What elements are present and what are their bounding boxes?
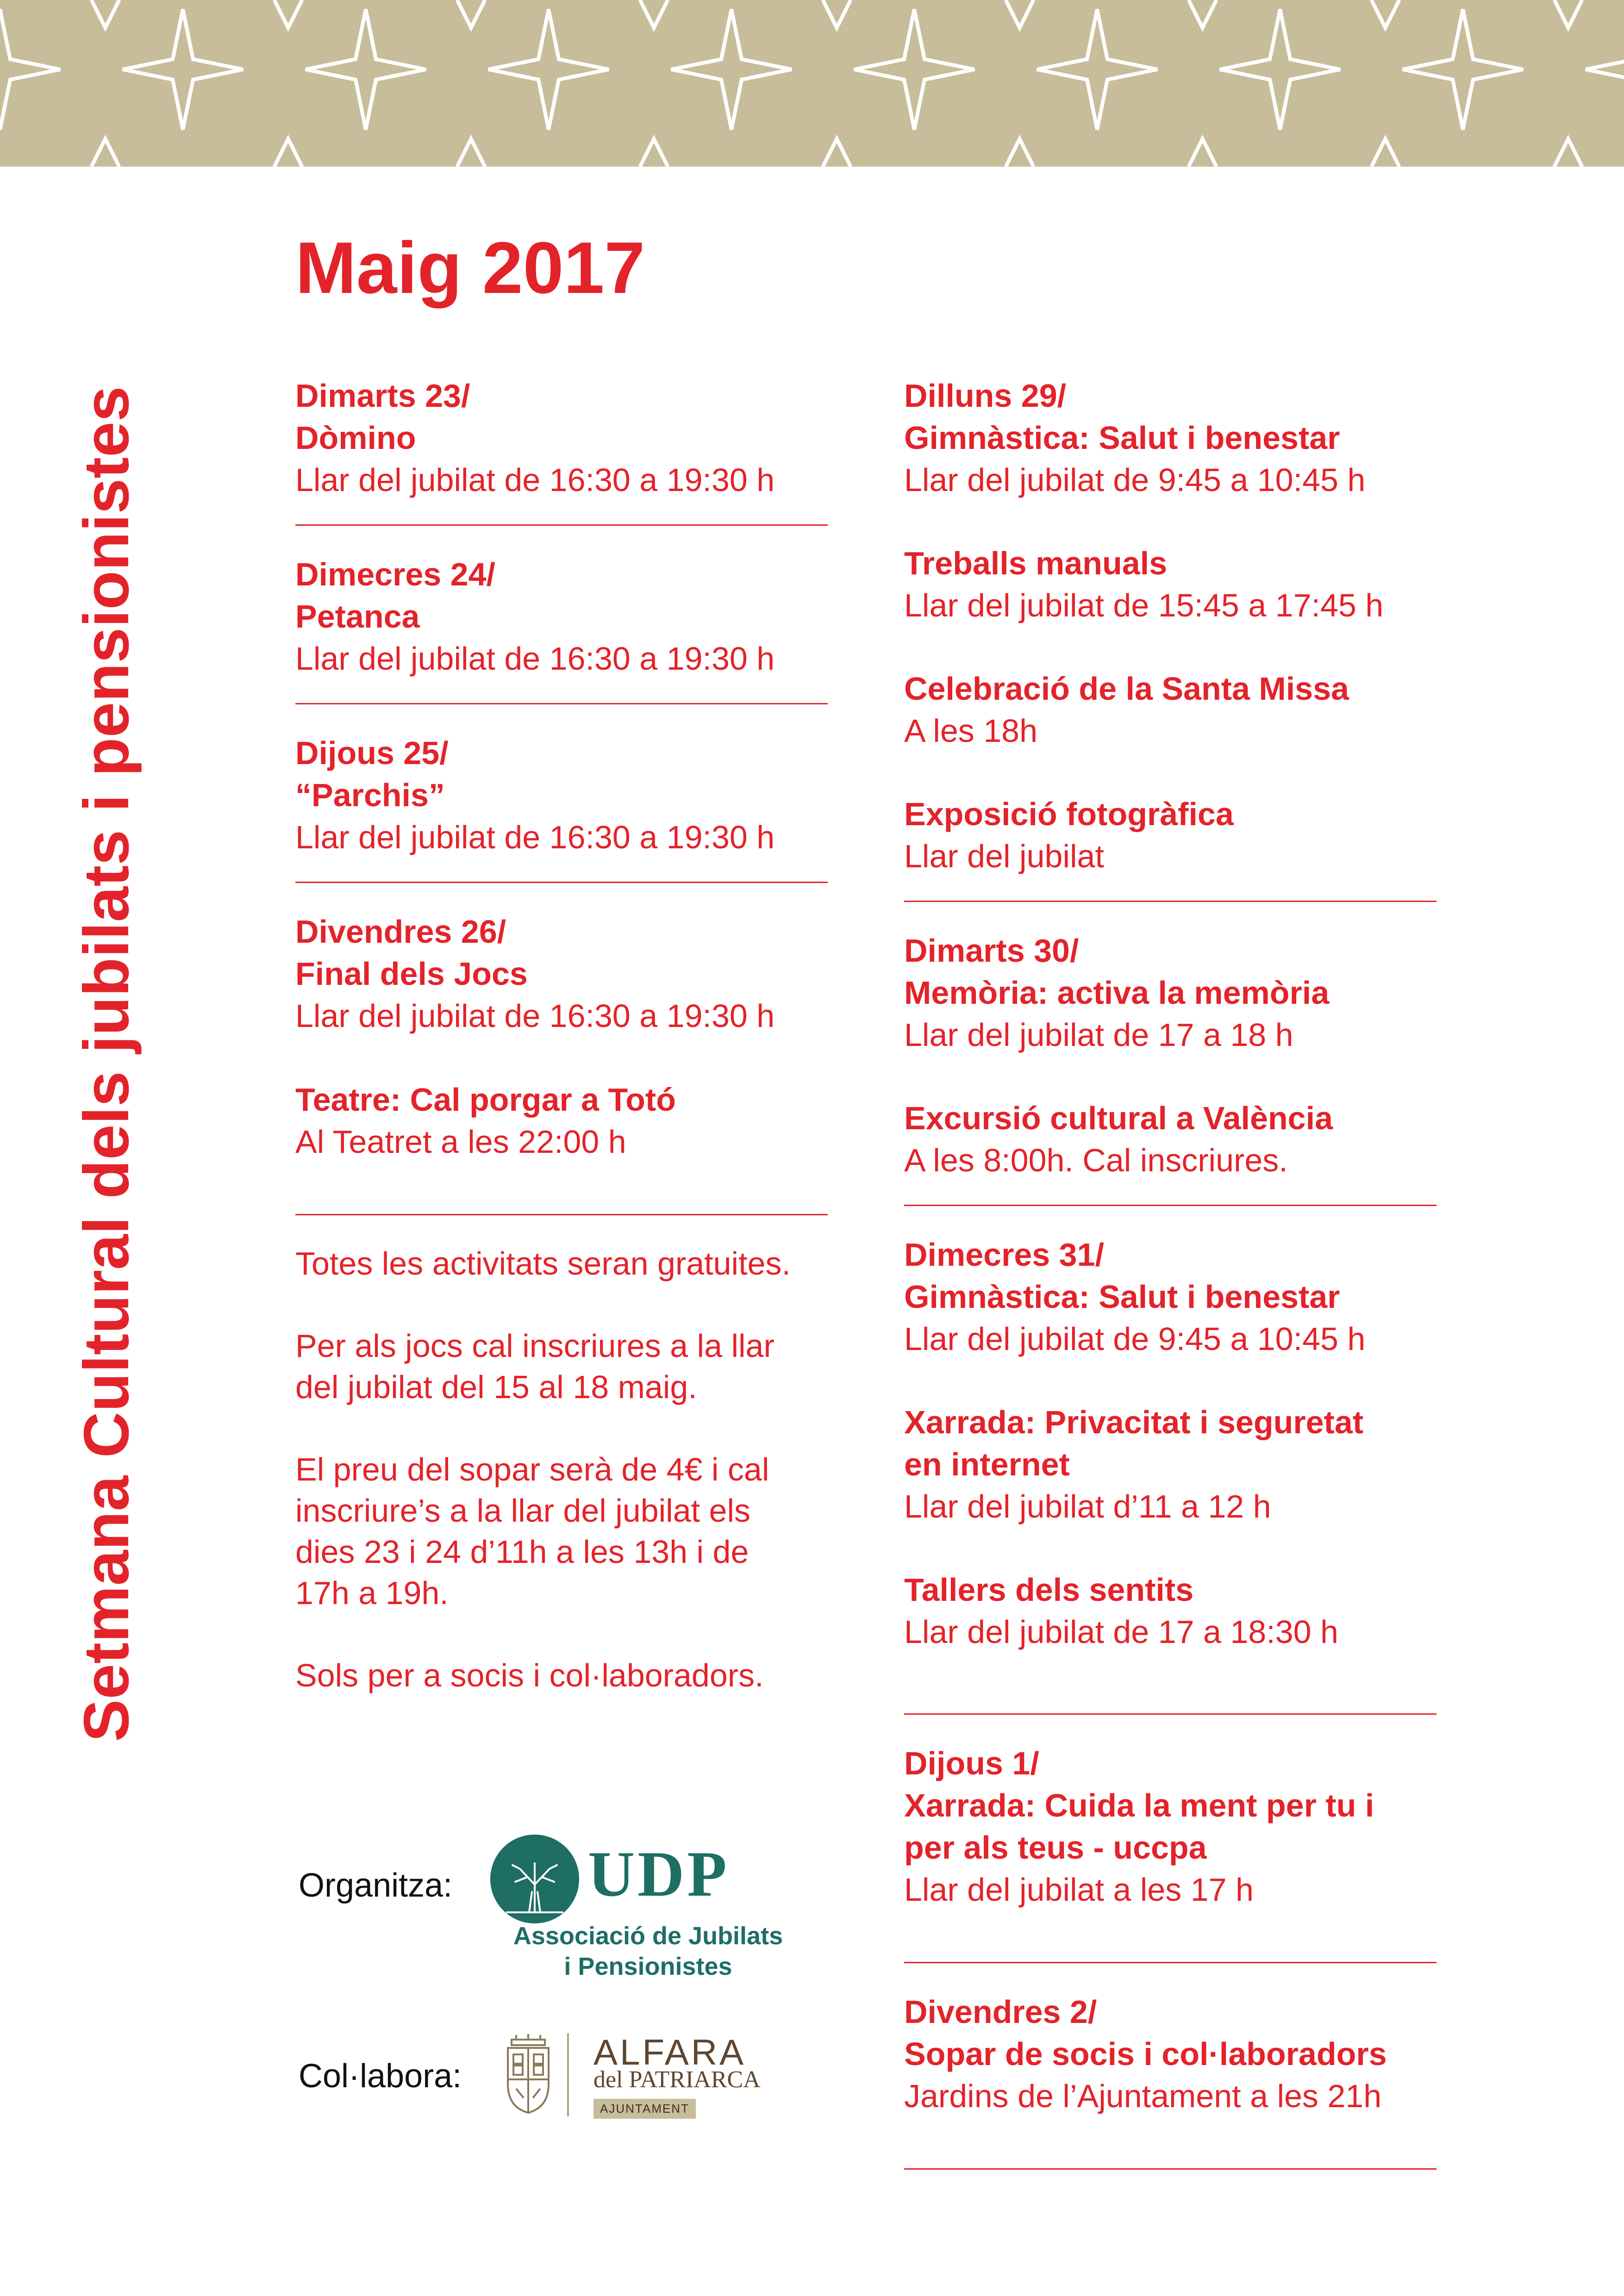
note-text: del jubilat del 15 al 18 maig. [295, 1369, 697, 1405]
event-day: Dilluns 29/ [904, 378, 1067, 414]
note-text: Per als jocs cal inscriures a la llar [295, 1328, 775, 1364]
event-item [295, 1079, 828, 1163]
event-detail: Llar del jubilat a les 17 h [904, 1872, 1254, 1908]
assoc-line: i Pensionistes [564, 1953, 732, 1980]
event-item [904, 930, 1437, 1056]
event-day: Dimecres 24/ [295, 556, 495, 592]
event-item [904, 542, 1437, 627]
event-detail: Llar del jubilat [904, 838, 1104, 874]
event-detail: A les 8:00h. Cal inscriures. [904, 1142, 1288, 1178]
event-day: Divendres 26/ [295, 914, 506, 950]
note-text: Sols per a socis i col·laboradors. [295, 1657, 764, 1693]
divider [295, 524, 828, 526]
event-item [295, 375, 828, 501]
event-title: per als teus - uccpa [904, 1829, 1207, 1866]
event-title: Dòmino [295, 420, 416, 456]
event-day: Divendres 2/ [904, 1994, 1097, 2030]
event-item [295, 911, 828, 1037]
assoc-line: Associació de Jubilats [513, 1922, 783, 1950]
event-title: Gimnàstica: Salut i benestar [904, 420, 1340, 456]
event-title: Tallers dels sentits [904, 1572, 1194, 1608]
note-text: El preu del sopar serà de 4€ i cal [295, 1451, 769, 1487]
note-text: Totes les activitats seran gratuites. [295, 1245, 791, 1282]
divider [904, 2168, 1437, 2170]
event-day: Dijous 25/ [295, 735, 449, 771]
event-item [904, 375, 1437, 501]
banner-background [0, 0, 1624, 167]
event-title: Treballs manuals [904, 545, 1168, 581]
logo-divider [567, 2033, 569, 2116]
event-detail: Llar del jubilat de 16:30 a 19:30 h [295, 998, 775, 1034]
decorative-header-banner [0, 0, 1624, 167]
tree-logo-icon [488, 1833, 581, 1925]
event-item [904, 1097, 1437, 1182]
note-text: dies 23 i 24 d’11h a les 13h i de [295, 1534, 749, 1570]
event-detail: Llar del jubilat de 9:45 a 10:45 h [904, 462, 1366, 498]
udp-logo-text: UDP [588, 1838, 730, 1910]
divider [904, 1962, 1437, 1963]
event-title: Final dels Jocs [295, 956, 528, 992]
event-title: Excursió cultural a València [904, 1100, 1333, 1136]
event-detail: Llar del jubilat de 9:45 a 10:45 h [904, 1321, 1366, 1357]
event-title: Teatre: Cal porgar a Totó [295, 1082, 676, 1118]
event-title: en internet [904, 1446, 1070, 1482]
notes-block [295, 1243, 828, 1696]
event-item [904, 1991, 1437, 2117]
event-day: Dimarts 30/ [904, 933, 1079, 969]
alfara-subtitle: del PATRIARCA [593, 2066, 761, 2093]
event-detail: Llar del jubilat d’11 a 12 h [904, 1488, 1271, 1524]
vertical-event-title: Setmana Cultural dels jubilats i pensionistes [71, 386, 142, 1742]
coat-of-arms-icon [502, 2033, 554, 2116]
event-title: Xarrada: Privacitat i seguretat [904, 1404, 1364, 1440]
ajuntament-tag: AJUNTAMENT [593, 2099, 696, 2119]
event-item [904, 1742, 1437, 1911]
note-text: 17h a 19h. [295, 1575, 449, 1611]
event-item [295, 732, 828, 859]
divider [904, 1713, 1437, 1715]
event-title: Celebració de la Santa Missa [904, 671, 1349, 707]
divider [295, 882, 828, 883]
event-item [904, 668, 1437, 752]
event-detail: Llar del jubilat de 17 a 18 h [904, 1017, 1293, 1053]
event-title: Memòria: activa la memòria [904, 975, 1330, 1011]
event-detail: Llar del jubilat de 16:30 a 19:30 h [295, 641, 775, 677]
event-title: Gimnàstica: Salut i benestar [904, 1279, 1340, 1315]
event-item [295, 554, 828, 680]
event-detail: Llar del jubilat de 15:45 a 17:45 h [904, 587, 1384, 623]
event-item [904, 1569, 1437, 1653]
event-title: Sopar de socis i col·laboradors [904, 2036, 1387, 2072]
organiza-label: Organitza: [299, 1867, 453, 1904]
event-item [904, 1234, 1437, 1360]
alfara-name: ALFARA [593, 2032, 746, 2072]
event-title: Petanca [295, 598, 420, 635]
event-detail: Al Teatret a les 22:00 h [295, 1124, 626, 1160]
month-title: Maig 2017 [295, 227, 645, 309]
divider [295, 703, 828, 704]
event-item [904, 793, 1437, 877]
event-title: “Parchis” [295, 777, 445, 813]
divider [904, 1205, 1437, 1206]
event-item [904, 1401, 1437, 1528]
event-detail: A les 18h [904, 713, 1037, 749]
left-schedule-column [295, 375, 828, 1696]
colabora-label: Col·labora: [299, 2058, 462, 2095]
note-text: inscriure’s a la llar del jubilat els [295, 1493, 751, 1529]
event-day: Dimecres 31/ [904, 1237, 1104, 1273]
event-detail: Llar del jubilat de 17 a 18:30 h [904, 1614, 1338, 1650]
event-title: Xarrada: Cuida la ment per tu i [904, 1787, 1374, 1823]
event-detail: Jardins de l’Ajuntament a les 21h [904, 2078, 1382, 2114]
udp-association-name [463, 1921, 833, 1982]
event-detail: Llar del jubilat de 16:30 a 19:30 h [295, 462, 775, 498]
divider [904, 901, 1437, 902]
event-day: Dijous 1/ [904, 1745, 1039, 1781]
event-title: Exposició fotogràfica [904, 796, 1234, 832]
event-day: Dimarts 23/ [295, 378, 470, 414]
right-schedule-column [904, 375, 1437, 2170]
event-detail: Llar del jubilat de 16:30 a 19:30 h [295, 819, 775, 855]
divider [295, 1214, 828, 1215]
